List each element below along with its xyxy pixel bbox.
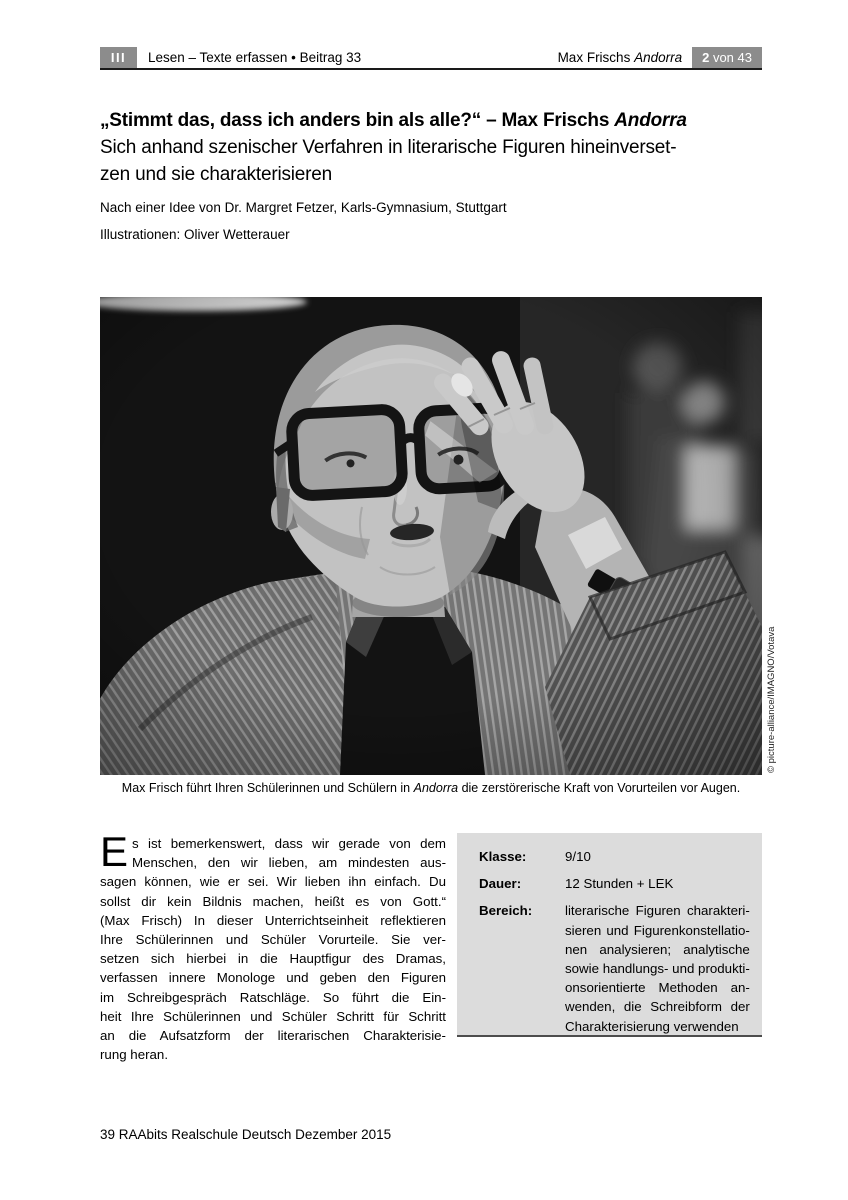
dauer-label: Dauer: xyxy=(479,876,522,892)
body-line: sollst dir kein Bildnis machen, heißt es von Gott.“ xyxy=(100,893,446,909)
body-line: heit Ihre Schülerinnen und Schüler Schritt für Schritt xyxy=(100,1008,446,1024)
klasse-label: Klasse: xyxy=(479,849,527,864)
bereich-line: sowie handlungs- und produkti- xyxy=(565,961,750,977)
page-subtitle-line2: zen und sie charakterisieren xyxy=(100,164,333,185)
body-line: im Schreibgespräch Ratschläge. So führt die Ein- xyxy=(100,989,446,1005)
info-row-dauer xyxy=(479,874,748,893)
page-title-italic: Andorra xyxy=(614,110,687,131)
chapter-badge: III xyxy=(100,47,137,68)
photo-caption xyxy=(100,781,762,795)
page-number: 2 xyxy=(702,49,710,65)
body-line: an die Aufsatzform der literarischen Charakterisie- xyxy=(100,1028,446,1044)
body-line: Menschen, den wir lieben, am mindesten aus- xyxy=(132,855,446,871)
page-total: von 43 xyxy=(709,49,752,65)
body-line: setzen sich hierbei in die Hauptfigur des Dramas, xyxy=(100,951,446,967)
body-line: (Max Frisch) In dieser Unterrichtseinheit reflektieren xyxy=(100,912,446,928)
intro-paragraph xyxy=(100,834,446,1064)
photo-illustration xyxy=(100,297,762,775)
page-title xyxy=(100,110,780,132)
bereich-label: Bereich: xyxy=(479,903,533,919)
photo-credit: © picture-alliance/IMAGNO/Votava xyxy=(766,626,777,773)
body-line: sagen können, wie er sei. Wir lieben ihn einfach. Du xyxy=(100,874,446,890)
max-frisch-photo xyxy=(100,297,762,775)
caption-italic: Andorra xyxy=(413,781,459,795)
info-row-bereich xyxy=(479,901,748,1035)
klasse-value: 9/10 xyxy=(565,849,591,864)
work-title-prefix: Max Frischs xyxy=(557,49,635,65)
lesson-info-box xyxy=(457,833,762,1037)
page-subtitle-line1: Sich anhand szenischer Verfahren in literarische Figuren hineinverset- xyxy=(100,137,677,158)
body-line: s ist bemerkenswert, dass wir gerade von dem xyxy=(132,836,446,851)
page-count-badge xyxy=(692,47,762,68)
byline: Nach einer Idee von Dr. Margret Fetzer, Karls-Gymnasium, Stuttgart xyxy=(100,200,507,215)
bereich-line: onsorientierte Methoden an- xyxy=(565,980,750,996)
work-title-label xyxy=(558,50,683,65)
caption-before: Max Frisch führt Ihren Schülerinnen und Schülern in xyxy=(121,781,414,795)
header-divider xyxy=(100,68,762,70)
bereich-line: wenden, die Schreibform der xyxy=(565,999,750,1015)
body-line: Ihre Schülerinnen und Schüler Vorurteile. Sie ver- xyxy=(100,932,446,948)
caption-after: die zerstörerische Kraft von Vorurteilen vor Augen. xyxy=(458,781,741,795)
page-header xyxy=(100,46,762,68)
header-right-group xyxy=(558,47,762,68)
bereich-line: sieren und Figurenkonstellatio- xyxy=(565,922,750,938)
bereich-line: nen analysieren; analytische xyxy=(565,941,750,957)
page-title-quote: „Stimmt das, dass ich anders bin als alle?“ – Max Frischs xyxy=(100,110,615,131)
bereich-line: literarische Figuren charakteri- xyxy=(565,903,750,919)
body-line: rung heran. xyxy=(100,1047,169,1063)
illustrations-credit: Illustrationen: Oliver Wetterauer xyxy=(100,227,290,242)
bereich-value xyxy=(565,901,750,1035)
work-title-italic: Andorra xyxy=(634,49,683,65)
footer-imprint: 39 RAAbits Realschule Deutsch Dezember 2015 xyxy=(100,1127,392,1142)
info-row-klasse xyxy=(479,847,748,866)
section-label: Lesen – Texte erfassen • Beitrag 33 xyxy=(148,49,362,65)
drop-cap: E xyxy=(100,834,129,875)
dauer-value: 12 Stunden + LEK xyxy=(565,876,674,892)
bereich-line: Charakterisierung verwenden xyxy=(565,1018,739,1034)
body-line: verfassen innere Monologe und geben den Figuren xyxy=(100,970,446,986)
